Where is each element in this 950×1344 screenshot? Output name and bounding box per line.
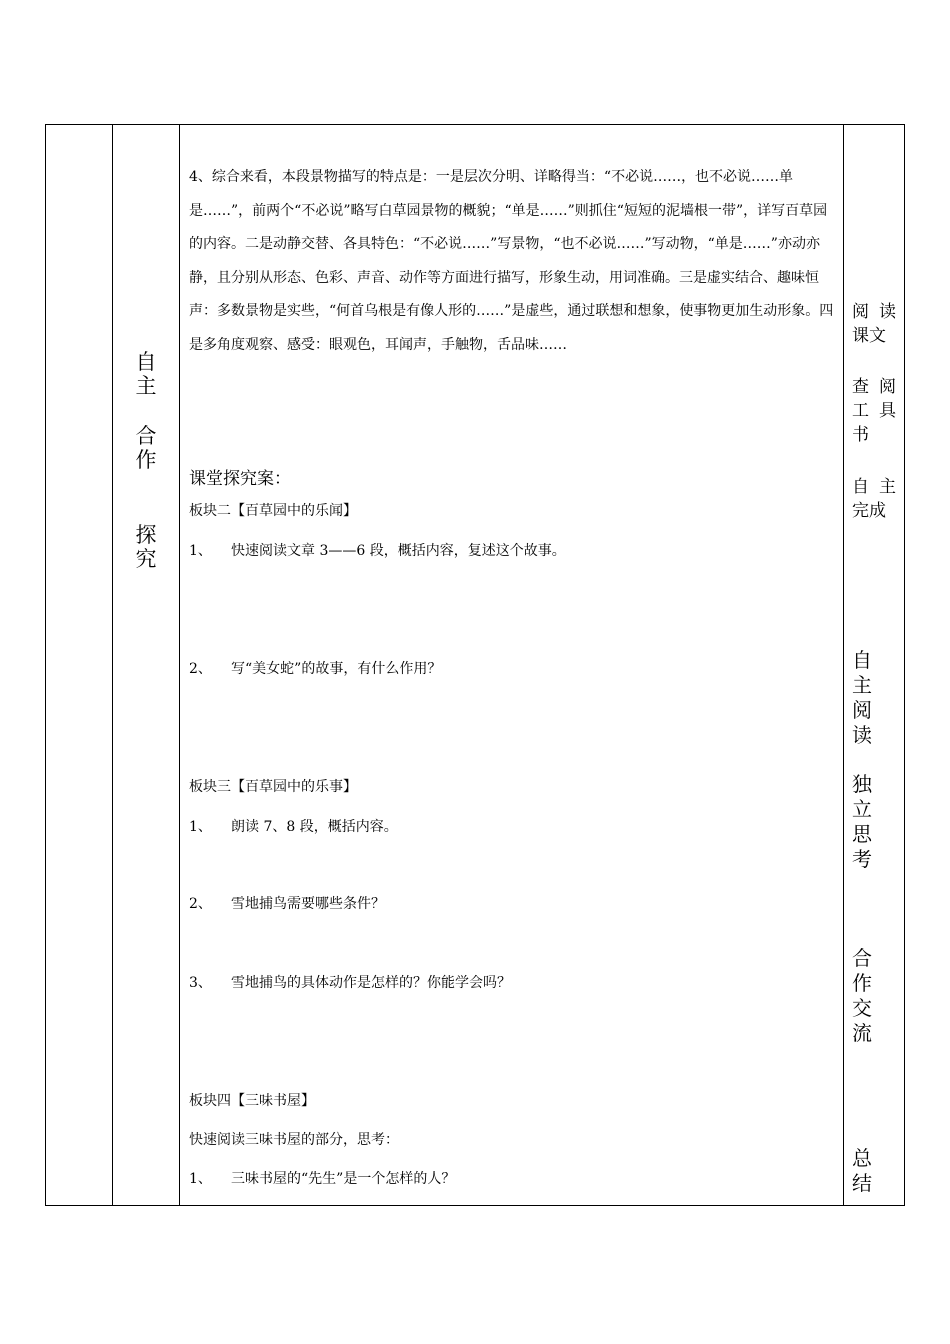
- block2-title: 板块二【百草园中的乐闻】: [189, 503, 357, 519]
- side-char: 探: [135, 523, 157, 547]
- note-cooperation: 合 作 交 流: [852, 946, 872, 1045]
- note-reference-books: 查 阅 工 具 书: [852, 377, 896, 445]
- block3-question-3: [189, 972, 511, 992]
- block3-question-1: [189, 816, 398, 836]
- side-char: 作: [135, 448, 157, 472]
- note-read-text: 阅 读 课文: [852, 302, 896, 346]
- side-label-hezuo: [113, 424, 179, 472]
- question-text: 快速阅读文章 3——6 段，概括内容，复述这个故事。: [231, 543, 566, 559]
- side-label-tanjiu: [113, 523, 179, 571]
- question-number: 1、: [189, 1171, 212, 1187]
- side-char: 合: [135, 424, 157, 448]
- block3-question-2: [189, 893, 385, 913]
- question-number: 1、: [189, 543, 212, 559]
- question-text: 雪地捕鸟需要哪些条件？: [231, 896, 385, 912]
- column-divider-1: [112, 125, 113, 1205]
- explore-heading: 课堂探究案：: [189, 469, 291, 489]
- question-text: 朗读 7、8 段，概括内容。: [231, 819, 398, 835]
- question-number: 2、: [189, 661, 212, 677]
- column-divider-3: [843, 125, 844, 1205]
- side-char: 究: [135, 547, 157, 571]
- block4-title: 板块四【三味书屋】: [189, 1093, 315, 1109]
- question-text: 写“美女蛇”的故事，有什么作用？: [231, 661, 442, 677]
- column-divider-2: [179, 125, 180, 1205]
- question-number: 3、: [189, 975, 212, 991]
- side-char: 主: [135, 374, 157, 398]
- note-summary: 总 结: [852, 1146, 872, 1195]
- block3-title: 板块三【百草园中的乐事】: [189, 779, 357, 795]
- question-text: 三味书屋的“先生”是一个怎样的人？: [231, 1171, 456, 1187]
- intro-paragraph: 4、综合来看，本段景物描写的特点是：一是层次分明、详略得当：“不必说……，也不必说……单是……”，前两个“不必说”略写白草园景物的概貌；“单是……”则抓住“短短的泥墙根一带”，详写百草园的内容。二是动静交替、各具特色：“不必说……”写景物，“也不必说……”写动物，“单是……”亦动亦静，且分别从形态、色彩、声音、动作等方面进行描写，形象生动，用词准确。三是虚实结合、趣味恒声：多数景物是实些，“何首乌根是有像人形的……”是虚些，通过联想和想象，使事物更加生动形象。四是多角度观察、感受：眼观色，耳闻声，手触物，舌品味……: [189, 169, 834, 353]
- block2-question-1: [189, 540, 566, 560]
- side-char: 自: [135, 350, 157, 374]
- question-number: 1、: [189, 819, 212, 835]
- side-label-zizhu: [113, 350, 179, 398]
- block4-intro: 快速阅读三味书屋的部分，思考：: [189, 1132, 399, 1148]
- note-self-reading: 自 主 阅 读: [852, 648, 872, 747]
- question-text: 雪地捕鸟的具体动作是怎样的？你能学会吗？: [231, 975, 511, 991]
- block4-question-1: [189, 1168, 455, 1188]
- note-self-complete: 自 主 完成: [852, 477, 896, 521]
- note-independent-thinking: 独 立 思 考: [852, 772, 872, 871]
- block2-question-2: [189, 658, 441, 678]
- question-number: 2、: [189, 896, 212, 912]
